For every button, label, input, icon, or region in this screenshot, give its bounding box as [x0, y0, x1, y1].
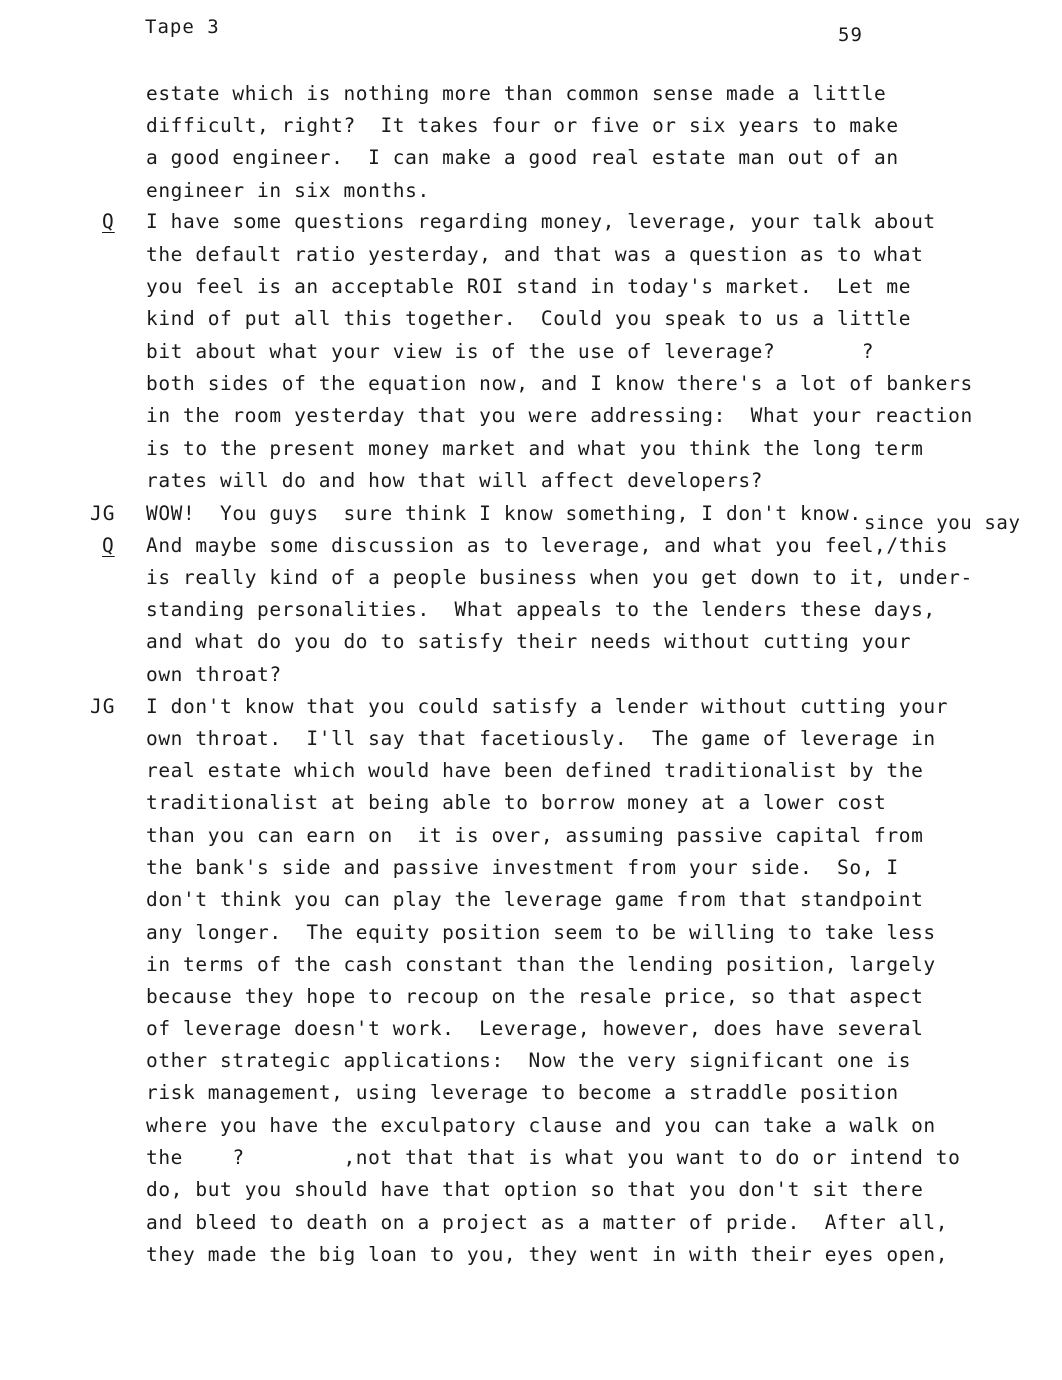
text-line: rates will do and how that will affect developers?: [146, 469, 763, 492]
text-line: I have some questions regarding money, leverage, your talk about: [146, 210, 936, 233]
text-line: estate which is nothing more than common sense made a little: [146, 82, 887, 105]
text-line: bit about what your view is of the use of leverage? ?: [146, 340, 875, 363]
text-line: is really kind of a people business when you get down to it, under-: [146, 566, 973, 589]
text-line: own throat?: [146, 663, 282, 686]
text-line: traditionalist at being able to borrow money at a lower cost: [146, 791, 887, 814]
speaker-marker-q: Q: [102, 210, 115, 233]
text-line: is to the present money market and what you think the long term: [146, 437, 924, 460]
text-line: risk management, using leverage to become a straddle position: [146, 1081, 899, 1104]
tape-label: Tape 3: [145, 16, 220, 38]
text-line: the ? ,not that that is what you want to do or intend to: [146, 1146, 961, 1169]
speaker-marker-q: Q: [102, 534, 115, 557]
text-line: a good engineer. I can make a good real estate man out of an: [146, 146, 899, 169]
text-line: And maybe some discussion as to leverage, and what you feel,/this: [146, 534, 949, 557]
text-line: standing personalities. What appeals to the lenders these days,: [146, 598, 936, 621]
text-line: both sides of the equation now, and I know there's a lot of bankers: [146, 372, 973, 395]
text-line: of leverage doesn't work. Leverage, however, does have several: [146, 1017, 924, 1040]
text-line: than you can earn on it is over, assuming passive capital from: [146, 824, 924, 847]
text-line: other strategic applications: Now the very significant one is: [146, 1049, 912, 1072]
text-line: kind of put all this together. Could you speak to us a little: [146, 307, 912, 330]
text-line: the bank's side and passive investment from your side. So, I: [146, 856, 899, 879]
text-line: WOW! You guys sure think I know something, I don't know.: [146, 502, 862, 525]
text-line: difficult, right? It takes four or five or six years to make: [146, 114, 899, 137]
text-line: do, but you should have that option so that you don't sit there: [146, 1178, 924, 1201]
text-line: and what do you do to satisfy their needs without cutting your: [146, 630, 912, 653]
text-line: you feel is an acceptable ROI stand in today's market. Let me: [146, 275, 912, 298]
text-line: because they hope to recoup on the resale price, so that aspect: [146, 985, 924, 1008]
text-line: any longer. The equity position seem to be willing to take less: [146, 921, 936, 944]
page-number: 59: [838, 24, 863, 46]
text-line: they made the big loan to you, they went in with their eyes open,: [146, 1243, 949, 1266]
speaker-marker-jg: JG: [90, 695, 116, 718]
text-line: the default ratio yesterday, and that was a question as to what: [146, 243, 924, 266]
text-line: real estate which would have been defined traditionalist by the: [146, 759, 924, 782]
text-line: engineer in six months.: [146, 179, 430, 202]
text-line: where you have the exculpatory clause and you can take a walk on: [146, 1114, 936, 1137]
since-you-say-annotation: since you say: [864, 512, 1021, 534]
speaker-marker-jg: JG: [90, 502, 116, 525]
text-line: in the room yesterday that you were addressing: What your reaction: [146, 404, 973, 427]
text-line: own throat. I'll say that facetiously. The game of leverage in: [146, 727, 936, 750]
text-line: I don't know that you could satisfy a lender without cutting your: [146, 695, 949, 718]
text-line: don't think you can play the leverage game from that standpoint: [146, 888, 924, 911]
text-line: and bleed to death on a project as a matter of pride. After all,: [146, 1211, 949, 1234]
text-line: in terms of the cash constant than the lending position, largely: [146, 953, 936, 976]
